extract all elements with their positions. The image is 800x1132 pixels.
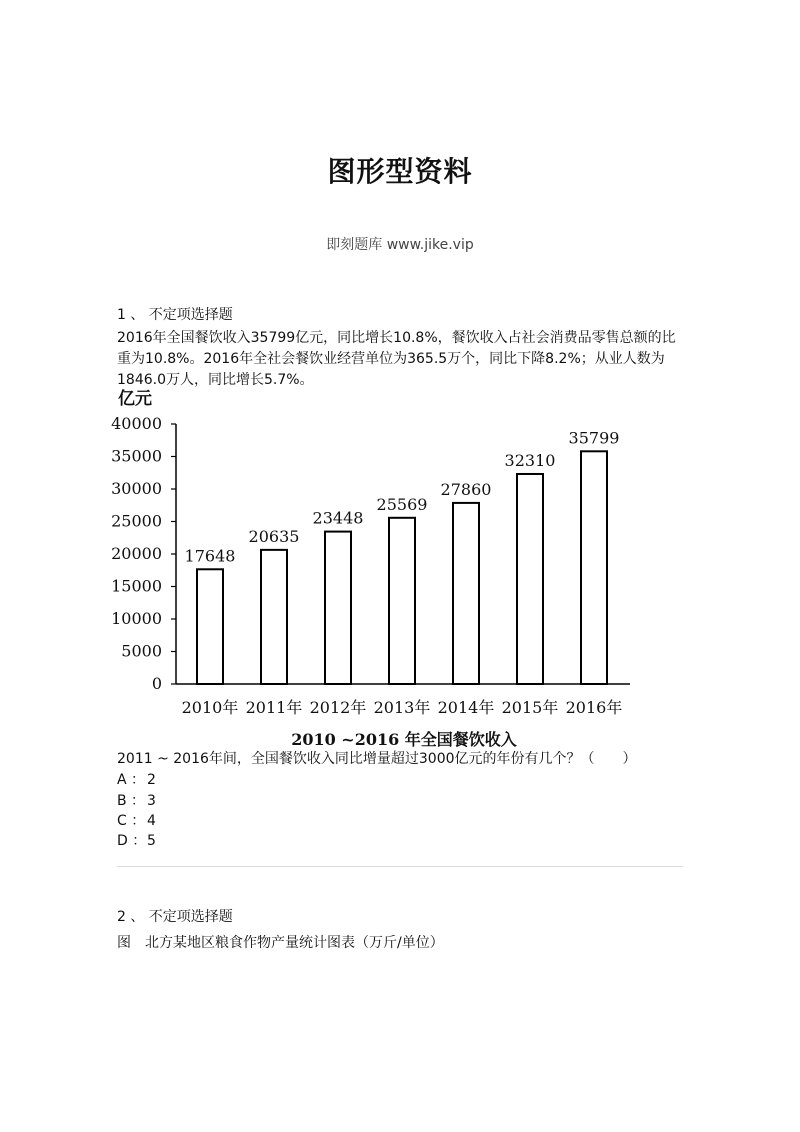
- y-tick-label: 5000: [121, 641, 162, 661]
- option-a[interactable]: [117, 769, 156, 789]
- x-tick-label: 2015年: [501, 698, 559, 717]
- bar: [453, 503, 479, 684]
- y-tick-label: 30000: [111, 479, 162, 498]
- x-tick-label: 2014年: [437, 698, 495, 717]
- option-b[interactable]: [117, 790, 156, 810]
- x-tick-label: 2011年: [245, 698, 303, 717]
- option-a-letter: A ：: [117, 772, 146, 788]
- option-a-text: 2: [147, 772, 156, 788]
- page-subtitle: 即刻题库 www.jike.vip: [326, 237, 474, 253]
- chart-title: 2010 ~2016 年全国餐饮收入: [291, 730, 517, 749]
- option-b-letter: B ：: [117, 793, 146, 809]
- bar: [261, 550, 287, 684]
- data-label: 27860: [440, 479, 492, 499]
- section-divider: [117, 866, 683, 867]
- x-tick-label: 2012年: [309, 698, 367, 717]
- bar: [581, 451, 607, 684]
- y-tick-label: 40000: [111, 414, 162, 433]
- option-c-letter: C ：: [117, 813, 146, 829]
- data-label: 20635: [248, 526, 300, 546]
- bar: [389, 518, 415, 684]
- bar: [325, 532, 351, 684]
- question-1-header: 1 、 不定项选择题: [117, 307, 233, 323]
- data-label: 17648: [184, 546, 236, 566]
- page-title: 图形型资料: [327, 155, 473, 188]
- y-tick-label: 15000: [111, 576, 162, 596]
- x-tick-label: 2010年: [181, 698, 239, 717]
- option-c[interactable]: [117, 810, 156, 830]
- data-label: 32310: [504, 450, 556, 470]
- option-d[interactable]: [117, 830, 156, 850]
- bar: [197, 569, 223, 684]
- x-tick-label: 2016年: [565, 698, 623, 717]
- y-tick-label: 20000: [111, 544, 162, 563]
- option-b-text: 3: [147, 793, 156, 809]
- y-tick-label: 0: [151, 674, 162, 693]
- option-c-text: 4: [147, 813, 156, 829]
- data-label: 23448: [312, 508, 364, 528]
- question-2-header: 2 、 不定项选择题: [117, 909, 233, 925]
- bar-chart: [110, 388, 630, 750]
- y-tick-label: 25000: [111, 511, 162, 531]
- data-label: 25569: [376, 494, 428, 514]
- x-tick-label: 2013年: [373, 698, 431, 717]
- question-1-text: 2011 ~ 2016年间，全国餐饮收入同比增量超过3000亿元的年份有几个？（ ）: [117, 751, 637, 767]
- y-axis-label: 亿元: [118, 389, 152, 409]
- question-1-paragraph: 2016年全国餐饮收入35799亿元，同比增长10.8%，餐饮收入占社会消费品零售总额的比重为10.8%。2016年全社会餐饮业经营单位为365.5万个，同比下降8.2%；从业人数为1846.0万人，同比增长5.7%。: [117, 330, 676, 388]
- question-2-caption: 图 北方某地区粮食作物产量统计图表（万斤/单位）: [117, 935, 444, 951]
- y-tick-label: 10000: [111, 609, 162, 628]
- y-tick-label: 35000: [111, 446, 162, 466]
- option-d-letter: D ：: [117, 833, 147, 849]
- option-d-text: 5: [147, 833, 156, 849]
- bar: [517, 474, 543, 684]
- data-label: 35799: [568, 428, 620, 448]
